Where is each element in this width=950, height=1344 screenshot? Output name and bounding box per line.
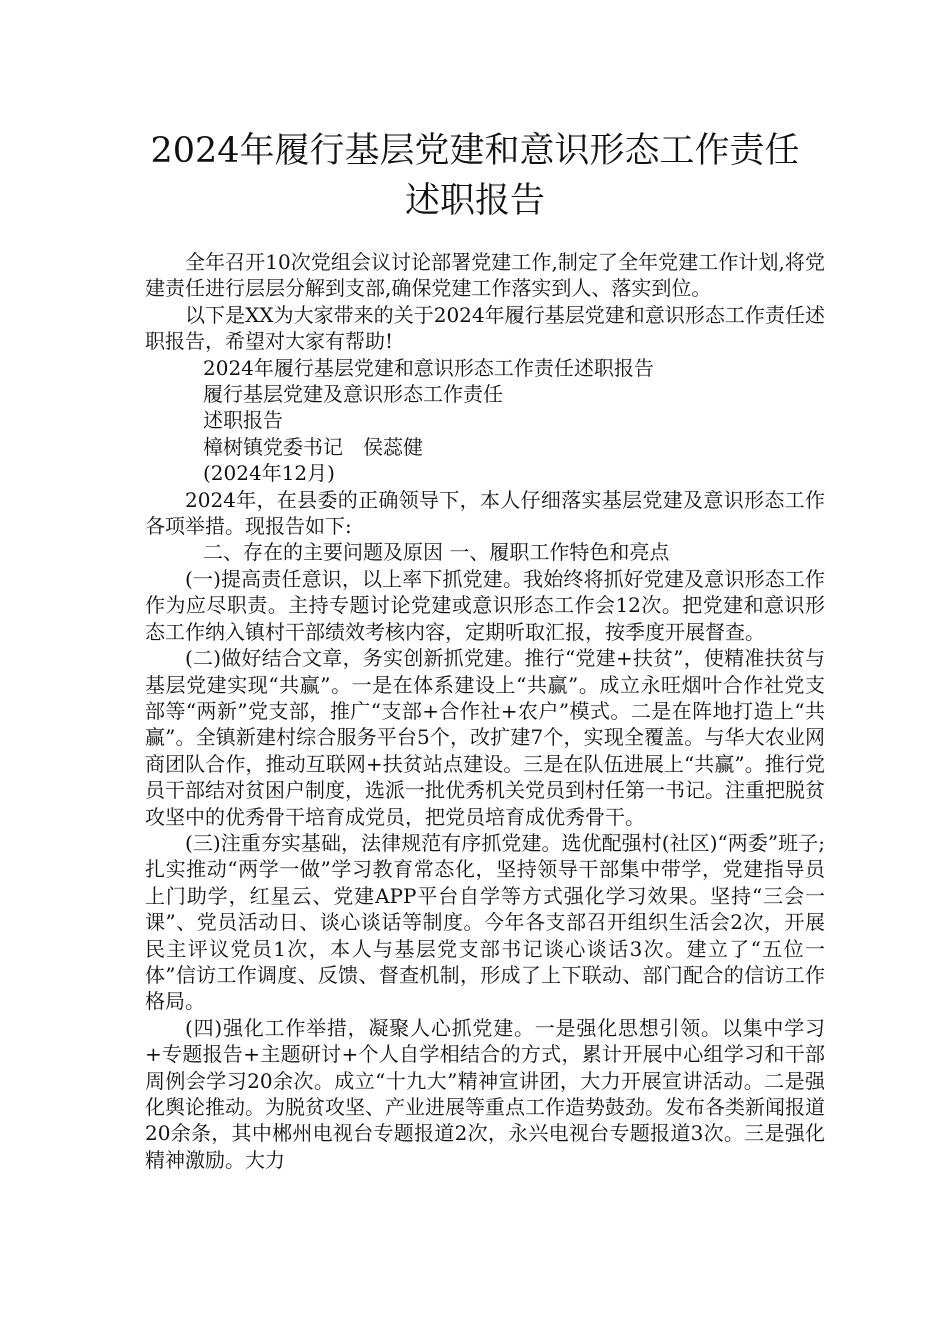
document-body [145,249,825,1173]
title-line-2: 述职报告 [404,181,545,221]
title-line-1: 2024年履行基层党建和意识形态工作责任 [150,131,800,171]
paragraph-section-4: (四)强化工作举措，凝聚人心抓党建。一是强化思想引领。以集中学习+专题报告+主题研讨+个人自学相结合的方式，累计开展中心组学习和干部周例会学习20余次。成立“十九大”精神宣讲团，大力开展宣讲活动。二是强化舆论推动。为脱贫攻坚、产业进展等重点工作造势鼓劲。发布各类新闻报道20余条，其中郴州电视台专题报道2次，永兴电视台专题报道3次。三是强化精神激励。大力 [145,1015,825,1172]
report-subheading-2: 述职报告 [203,408,283,433]
date-line: (2024年12月) [203,461,335,486]
section-heading: 二、存在的主要问题及原因 一、履职工作特色和亮点 [203,540,670,565]
paragraph-preface: 以下是XX为大家带来的关于2024年履行基层党建和意识形态工作责任述职报告，希望对大家有帮助! [145,302,825,354]
paragraph-section-1: (一)提高责任意识，以上率下抓党建。我始终将抓好党建及意识形态工作作为应尽职责。主持专题讨论党建或意识形态工作会12次。把党建和意识形态工作纳入镇村干部绩效考核内容，定期听取汇报，按季度开展督查。 [145,566,825,644]
paragraph-opening: 2024年，在县委的正确领导下，本人仔细落实基层党建及意识形态工作各项举措。现报告如下: [145,487,825,539]
report-heading: 2024年履行基层党建和意识形态工作责任述职报告 [203,355,654,380]
document-title [100,126,850,226]
paragraph-intro: 全年召开10次党组会议讨论部署党建工作,制定了全年党建工作计划,将党建责任进行层层分解到支部,确保党建工作落实到人、落实到位。 [145,250,825,301]
paragraph-section-3: (三)注重夯实基础，法律规范有序抓党建。选优配强村(社区)“两委”班子;扎实推动“两学一做”学习教育常态化，坚持领导干部集中带学，党建指导员上门助学，红星云、党建APP平台自学等方式强化学习效果。坚持“三会一课”、党员活动日、谈心谈话等制度。今年各支部召开组织生活会2次，开展民主评议党员1次，本人与基层党支部书记谈心谈话3次。建立了“五位一体”信访工作调度、反馈、督查机制，形成了上下联动、部门配合的信访工作格局。 [145,830,825,1014]
author-line: 樟树镇党委书记 侯蕊健 [203,434,423,459]
report-subheading: 履行基层党建及意识形态工作责任 [203,382,503,407]
paragraph-section-2: (二)做好结合文章，务实创新抓党建。推行“党建+扶贫”，使精准扶贫与基层党建实现“共赢”。一是在体系建设上“共赢”。成立永旺烟叶合作社党支部等“两新”党支部，推广“支部+合作社+农户”模式。二是在阵地打造上“共赢”。全镇新建村综合服务平台5个，改扩建7个，实现全覆盖。与华大农业网商团队合作，推动互联网+扶贫站点建设。三是在队伍进展上“共赢”。推行党员干部结对贫困户制度，选派一批优秀机关党员到村任第一书记。注重把脱贫攻坚中的优秀骨干培育成党员，把党员培育成优秀骨干。 [145,646,825,829]
